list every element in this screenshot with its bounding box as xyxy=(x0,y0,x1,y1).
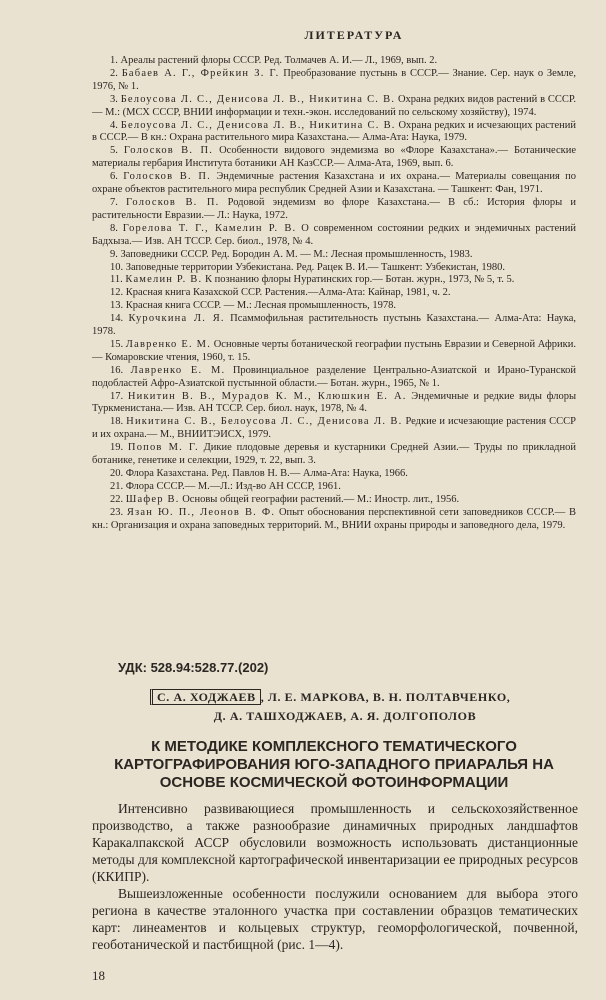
article-title: К МЕТОДИКЕ КОМПЛЕКСНОГО ТЕМАТИЧЕСКОГО КАРТОГРАФИРОВАНИЯ ЮГО-ЗАПАДНОГО ПРИАРАЛЬЯ НА ОСНОВЕ КОСМИЧЕСКОЙ ФОТОИНФОРМАЦИИ xyxy=(114,738,554,791)
reference-item: 3. Белоусова Л. С., Денисова Л. В., Никитина С. В. Охрана редких видов растений в СССР.— М.: (МСХ СССР, ВНИИ информации и техн.-экон. исследований по сельскому хозяйству), 1974. xyxy=(92,93,576,118)
reference-item: 21. Флора СССР.— М.—Л.: Изд-во АН СССР, 1961. xyxy=(110,480,341,492)
udc-code: УДК: 528.94:528.77.(202) xyxy=(118,660,269,675)
article-body xyxy=(92,800,578,953)
reference-item: 11. Камелин Р. В. К познанию флоры Нуратинских гор.— Ботан. журн., 1973, № 5, т. 5. xyxy=(110,274,515,286)
authors-line-2: Д. А. ТАШХОДЖАЕВ, А. Я. ДОЛГОПОЛОВ xyxy=(213,709,477,723)
literature-heading: ЛИТЕРАТУРА xyxy=(304,28,404,42)
reference-item: 20. Флора Казахстана. Ред. Павлов Н. В.— Алма-Ата: Наука, 1966. xyxy=(110,468,408,479)
reference-item: 18. Никитина С. В., Белоусова Л. С., Денисова Л. В. Редкие и исчезающие растения СССР и их охрана.— М., ВНИИТЭИСХ, 1979. xyxy=(92,416,576,441)
page-number: 18 xyxy=(92,968,105,983)
reference-item: 7. Голосков В. П. Родовой эндемизм во флоре Казахстана.— В сб.: История флоры и растительности Евразии.— Л.: Наука, 1972. xyxy=(92,196,577,221)
body-paragraph: Интенсивно развивающиеся промышленность и сельскохозяйственное производство, а также разнообразие динамичных природных ландшафтов Каракалпакской АССР обусловили возможность использовать дистанционные методы для комплексной картографической инвентаризации ее природных ресурсов (ККИПР). xyxy=(92,801,578,884)
reference-item: 15. Лавренко Е. М. Основные черты ботанической географии пустынь Евразии и Северной Африки.— Комаровские чтения, 1960, т. 15. xyxy=(92,338,577,363)
reference-item: 1. Ареалы растений флоры СССР. Ред. Толмачев А. И.— Л., 1969, вып. 2. xyxy=(110,55,438,66)
reference-list xyxy=(92,55,576,533)
reference-item: 22. Шафер В. Основы общей географии растений.— М.: Иностр. лит., 1956. xyxy=(110,493,460,505)
reference-item: 2. Бабаев А. Г., Фрейкин З. Г. Преобразование пустынь в СССР.— Знание. Сер. наук о Земле, 1976, № 1. xyxy=(92,67,576,92)
reference-item: 6. Голосков В. П. Эндемичные растения Казахстана и их охрана.— Материалы совещания по охране объектов растительного мира республик Средней Азии и Казахстана. — Ташкент: Фан, 1971. xyxy=(92,171,577,196)
reference-item: 13. Красная книга СССР. — М.: Лесная промышленность, 1978. xyxy=(110,300,397,312)
reference-item: 9. Заповедники СССР. Ред. Бородин А. М. — М.: Лесная промышленность, 1983. xyxy=(110,248,473,260)
reference-item: 23. Язан Ю. П., Леонов В. Ф. Опыт обоснования перспективной сети заповедников СССР.— В кн.: Организация и охрана заповедных территорий. М., ВНИИ охраны природы и заповедного дела, 1979. xyxy=(92,506,577,531)
reference-item: 16. Лавренко Е. М. Провинциальное разделение Центрально-Азиатской и Ирано-Туранской подобластей Афро-Азиатской пустынной области.— Ботан. журн., 1965, № 1. xyxy=(92,364,577,389)
reference-item: 10. Заповедные территории Узбекистана. Ред. Рацек В. И.— Ташкент: Узбекистан, 1980. xyxy=(110,261,505,273)
authors-line-1: , Л. Е. МАРКОВА, В. Н. ПОЛТАВЧЕНКО, xyxy=(260,690,511,704)
article-authors xyxy=(150,688,580,726)
deceased-author-frame: С. А. ХОДЖАЕВ xyxy=(150,689,261,705)
reference-item: 19. Попов М. Г. Дикие плодовые деревья и кустарники Средней Азии.— Труды по прикладной ботанике, генетике и селекции, 1929, т. 22, вып. 3. xyxy=(92,442,576,467)
reference-item: 17. Никитин В. В., Мурадов К. М., Клюшкин Е. А. Эндемичные и редкие виды флоры Туркменистана.— Изв. АН ТССР. Сер. биол. наук, 1978, № 4. xyxy=(92,390,576,415)
body-paragraph: Вышеизложенные особенности послужили основанием для выбора этого региона в качестве эталонного участка при составлении образцов тематических карт: линеаментов и кольцевых структур, геоморфологической, почвенной, геоботанической и пастбищной (рис. 1—4). xyxy=(92,886,578,952)
reference-item: 12. Красная книга Казахской ССР. Растения.—Алма-Ата: Кайнар, 1981, ч. 2. xyxy=(110,287,451,299)
reference-item: 14. Курочкина Л. Я. Псаммофильная растительность пустынь Казахстана.— Алма-Ата: Наука, 1978. xyxy=(92,313,576,338)
reference-item: 8. Горелова Т. Г., Камелин Р. В. О современном состоянии редких и эндемичных растений Бадхыза.— Изв. АН ТССР. Сер. биол., 1978, № 4. xyxy=(92,222,576,247)
reference-item: 4. Белоусова Л. С., Денисова Л. В., Никитина С. В. Охрана редких и исчезающих растений в СССР.— В кн.: Охрана растительного мира Казахстана.— Алма-Ата: Наука, 1979. xyxy=(92,119,577,144)
reference-item: 5. Голосков В. П. Особенности видового эндемизма во «Флоре Казахстана».— Ботанические материалы гербария Института ботаники АН КазССР.— Алма-Ата, 1969, вып. 6. xyxy=(92,145,577,170)
